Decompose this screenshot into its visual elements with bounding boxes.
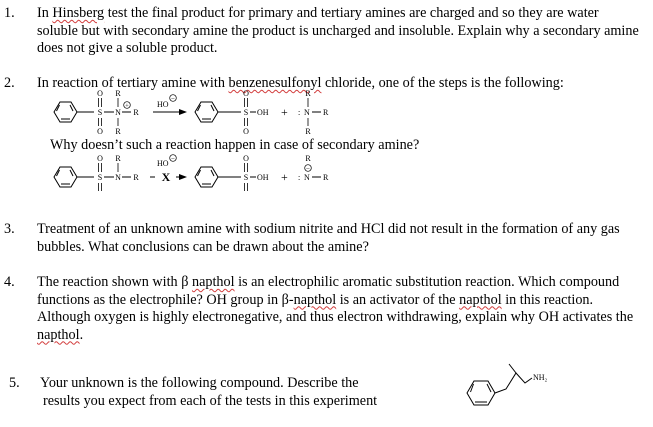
r-group-top-1: R	[115, 89, 121, 98]
r-group-top-2: R	[305, 89, 311, 98]
nitrogen-1: N	[115, 108, 121, 117]
benzene-ring-2	[195, 102, 218, 122]
q1-text-2: test the final product for primary and tertiary amines are charged and so they are water soluble but with secondary amine the product is uncharged and insoluble. Explain why a secondary amine does not give a soluble product.	[37, 5, 639, 56]
reaction-scheme-secondary	[45, 154, 345, 192]
sulfur-4: S	[243, 173, 249, 182]
sulfur-3: S	[97, 173, 103, 182]
nitrogen-3: N	[115, 173, 121, 182]
plus-sign-1: +	[281, 105, 288, 119]
nitrogen-2: N	[304, 108, 310, 117]
no-reaction-mark: X	[161, 170, 171, 184]
plus-sign-2: +	[281, 170, 288, 184]
q4-text-3: is an activator of the	[336, 291, 460, 308]
q4-word-napthol-1: napthol	[191, 274, 235, 290]
benzene-ring-4	[195, 167, 218, 187]
sulfur-2: S	[243, 108, 249, 117]
q2-text-2: chloride, one of the steps is the following:	[321, 75, 564, 91]
positive-charge-1: +	[125, 102, 129, 110]
hydroxyl-2: OH	[257, 173, 269, 182]
unknown-compound-structure	[462, 360, 572, 410]
r-group-bottom-1: R	[115, 127, 121, 135]
question-4-number: 4.	[4, 274, 15, 290]
alkyl-chain	[495, 373, 532, 393]
question-5-line-2: results you expect from each of the tests in this experiment	[43, 393, 378, 409]
negative-charge-1: −	[171, 94, 175, 103]
oxygen-top-2: O	[243, 89, 249, 98]
question-5-line-1: Your unknown is the following compound. Describe the	[40, 375, 359, 391]
r-group-right-2: R	[323, 108, 329, 117]
q4-word-napthol-3: napthol	[459, 291, 502, 308]
r-group-top-4: R	[305, 154, 311, 163]
hydroxide-reagent-2: HO	[157, 159, 169, 168]
q1-word-hinsberg: Hinsberg	[52, 5, 105, 21]
r-group-right-3: R	[133, 173, 139, 182]
methyl-branch	[509, 364, 516, 373]
hydroxyl-1: OH	[257, 108, 269, 117]
r-group-right-1: R	[133, 108, 139, 117]
oxygen-top-4: O	[243, 154, 249, 163]
benzene-ring-5	[467, 381, 495, 405]
oxygen-bottom-1: O	[97, 127, 103, 135]
q4-word-napthol-2: napthol	[293, 291, 337, 308]
q4-text-1: The reaction shown with β	[37, 274, 192, 290]
lone-pair-1: :	[298, 108, 301, 117]
question-1-text	[37, 5, 641, 58]
negative-charge-3: −	[306, 164, 310, 173]
hydroxide-reagent-1: HO	[157, 100, 169, 109]
amine-group: NH₂	[533, 373, 548, 382]
question-3-number: 3.	[4, 221, 15, 237]
oxygen-top-1: O	[97, 89, 103, 98]
q4-text-5: .	[79, 326, 84, 343]
benzene-ring-1	[54, 102, 77, 122]
benzene-ring-3	[54, 167, 77, 187]
question-2-number: 2.	[4, 75, 15, 91]
q4-text-2: is an electrophilic aromatic substitution reaction. Which compound functions as the electrophile? OH group in β-	[37, 274, 620, 308]
question-1-number: 1.	[4, 5, 15, 21]
oxygen-bottom-2: O	[243, 127, 249, 135]
reaction-scheme-tertiary	[45, 89, 345, 135]
q2-text-1: In reaction of tertiary amine with	[37, 75, 229, 91]
nitrogen-4: N	[304, 173, 310, 182]
q4-text-4: in this reaction. Although oxygen is highly electronegative, and thus electron withdrawing, explain why OH activates the	[37, 291, 634, 325]
r-group-top-3: R	[115, 154, 121, 163]
r-group-bottom-2: R	[305, 127, 311, 135]
oxygen-top-3: O	[97, 154, 103, 163]
q2-word-benzenesulfonyl: benzenesulfonyl	[228, 75, 322, 91]
q1-text-1: In	[37, 5, 53, 21]
negative-charge-2: −	[171, 154, 175, 163]
r-group-right-4: R	[323, 173, 329, 182]
question-3-text: Treatment of an unknown amine with sodium nitrite and HCl did not result in the formation of any gas bubbles. What conclusions can be drawn about the amine?	[37, 221, 620, 255]
question-2-secondary: Why doesn’t such a reaction happen in case of secondary amine?	[50, 137, 420, 153]
q4-word-napthol-4: napthol	[37, 326, 80, 343]
question-5-number: 5.	[9, 375, 20, 391]
question-4-text	[37, 274, 645, 344]
lone-pair-2: :	[298, 173, 301, 182]
sulfur-1: S	[97, 108, 103, 117]
